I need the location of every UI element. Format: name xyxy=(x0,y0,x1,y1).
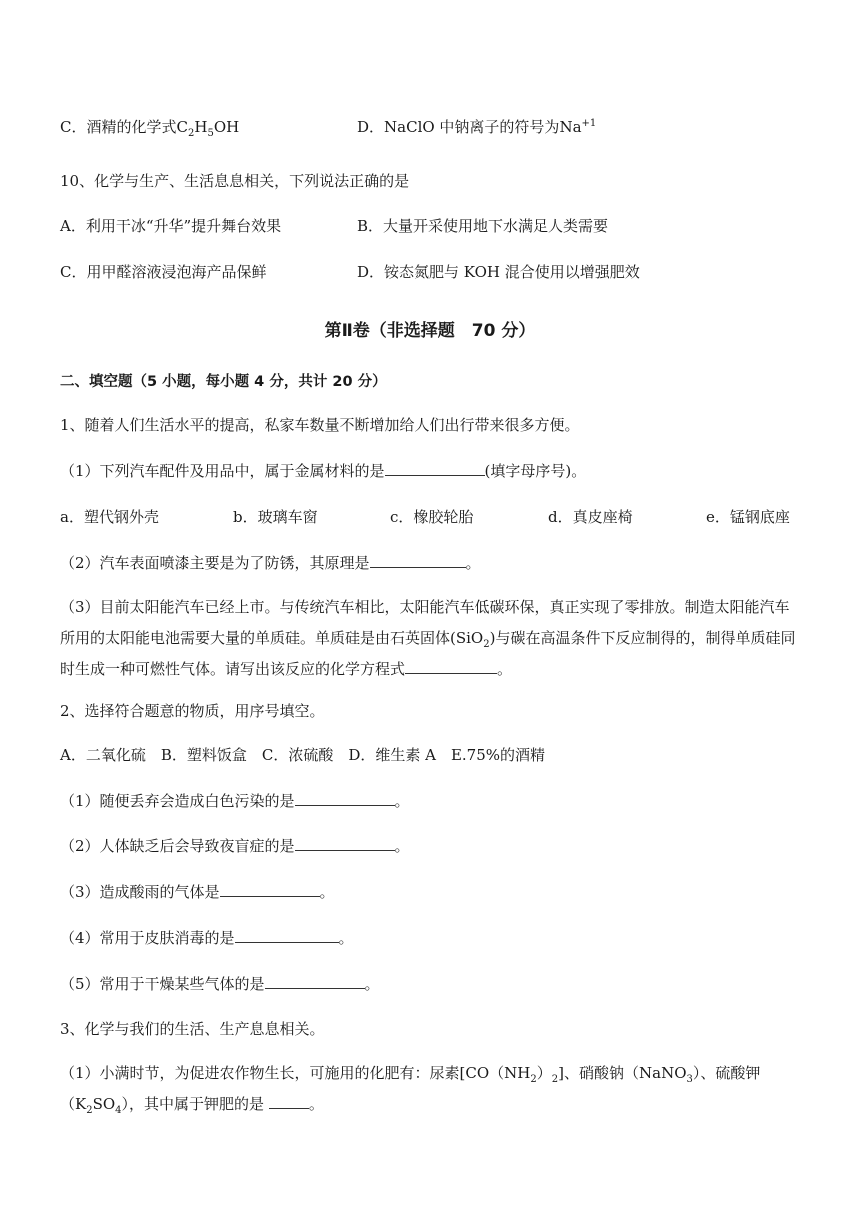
p3-stem: 3、化学与我们的生活、生产息息相关。 xyxy=(60,1020,325,1038)
q10-option-d: D．铵态氮肥与 KOH 混合使用以增强肥效 xyxy=(357,263,640,281)
answer-blank[interactable] xyxy=(235,927,339,943)
p1-item-b: b．玻璃车窗 xyxy=(233,508,318,526)
p1-s2: （2）汽车表面喷漆主要是为了防锈，其原理是 。 xyxy=(60,554,481,572)
q10-stem: 10、化学与生产、生活息息相关，下列说法正确的是 xyxy=(60,172,410,190)
p2-s4: （4）常用于皮肤消毒的是 。 xyxy=(60,929,354,947)
answer-blank[interactable] xyxy=(295,790,395,806)
section-heading: 二、填空题（5 小题，每小题 4 分，共计 20 分） xyxy=(60,374,387,390)
answer-blank[interactable] xyxy=(269,1093,309,1109)
answer-blank[interactable] xyxy=(385,460,485,476)
p2-options: A．二氧化硫 B．塑料饭盒 C．浓硫酸 D．维生素 A E.75%的酒精 xyxy=(60,746,546,764)
answer-blank[interactable] xyxy=(220,881,320,897)
p2-s2: （2）人体缺乏后会导致夜盲症的是 。 xyxy=(60,837,410,855)
p1-item-c: c．橡胶轮胎 xyxy=(390,508,474,526)
p2-s1: （1）随便丢弃会造成白色污染的是 。 xyxy=(60,792,410,810)
p3-s1: （1）小满时节，为促进农作物生长，可施用的化肥有：尿素$[CO(NH_2)_2]$、硝酸钠（NaNO$_3$）、硫酸钾$(K_2SO_4)$，其中属于钾肥的是 。 xyxy=(60,1064,761,1116)
p1-item-a: a．塑代钢外壳 xyxy=(60,508,159,526)
p2-s5: （5）常用于干燥某些气体的是 。 xyxy=(60,975,380,993)
p1-item-e: e．锰钢底座 xyxy=(706,508,790,526)
answer-blank[interactable] xyxy=(370,552,466,568)
p1-item-d: d．真皮座椅 xyxy=(548,508,633,526)
p1-s3: （3）目前太阳能汽车已经上市。与传统汽车相比，太阳能汽车低碳环保，真正实现了零排放。制造太阳能汽车所用的太阳能电池需要大量的单质硅。单质硅是由石英固体(SiO$_2$)与碳在高温条件下反应制得的，制得单质硅同时生成一种可燃性气体。请写出该反应的化学方程式 。 xyxy=(60,598,796,678)
q10-option-c: C．用甲醛溶液浸泡海产品保鲜 xyxy=(60,263,267,281)
q10-option-a: A．利用干冰“升华”提升舞台效果 xyxy=(60,217,282,235)
p2-s3: （3）造成酸雨的气体是 。 xyxy=(60,883,335,901)
p2-stem: 2、选择符合题意的物质，用序号填空。 xyxy=(60,702,325,720)
answer-blank[interactable] xyxy=(405,658,497,674)
q9-option-c: C．酒精的化学式$C_2H_5OH$ xyxy=(60,118,240,139)
answer-blank[interactable] xyxy=(265,973,365,989)
answer-blank[interactable] xyxy=(295,835,395,851)
p1-s1: （1）下列汽车配件及用品中，属于金属材料的是 (填字母序号)。 xyxy=(60,462,587,480)
p1-stem: 1、随着人们生活水平的提高，私家车数量不断增加给人们出行带来很多方便。 xyxy=(60,416,580,434)
q9-formula: $C_2H_5OH$ xyxy=(176,118,240,139)
q10-option-b: B．大量开采使用地下水满足人类需要 xyxy=(357,217,609,235)
part2-title: 第Ⅱ卷（非选择题 70 分） xyxy=(324,321,536,341)
q9-option-d: D．NaClO 中钠离子的符号为$Na^{+1}$ xyxy=(357,118,597,136)
